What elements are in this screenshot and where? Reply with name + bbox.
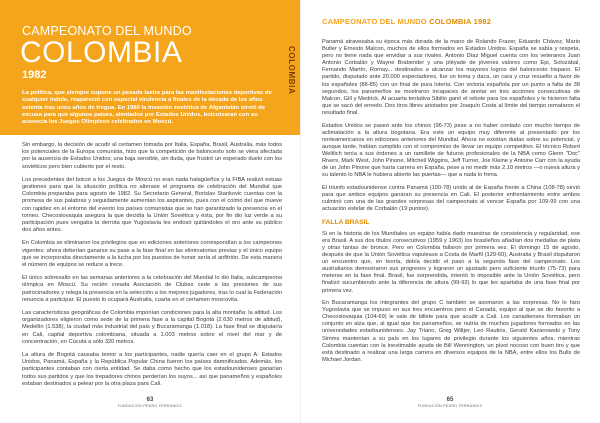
- running-header-prefix: CAMPEONATO DEL MUNDO: [322, 17, 427, 26]
- page-number: 65: [446, 397, 454, 403]
- running-header-accent: COLOMBIA 1982: [429, 17, 492, 26]
- intro-paragraph: La política, que siempre supone un pesado lastre para las manifestaciones deportivas de cualquier índole, reapareció con especial virulencia a finales de la década de los años setenta tras unos años de tregua. En 1980 la invasión soviética de Afganistán sirvió de excusa para que algunos países, alentados por Estados Unidos, boicotearan con su ausencia los Juegos Olímpicos celebrados en Moscú.: [22, 90, 272, 126]
- page-number: 63: [146, 397, 154, 403]
- paragraph: En Colombia se eliminaron los privilegios que en ediciones anteriores correspondían a los campeones vigentes: ahora deberían ganarse su pase a la fase final en las eliminatorias previas y el único equipo que se incorporaba directamente a la lucha por los puestos de honor sería el anfitrión. De esta manera el número de equipos se reduce a trece.: [22, 240, 282, 269]
- paragraph: Sin embargo, la decisión de acudir al certamen tomada por Italia, España, Brasil, Australia, más todos los potenciales de la Europa comunista, hizo que la competición de baloncesto solo se viera afectada por la ausencia de Estados Unidos; una baja sensible, sin duda, que frustró un esperado duelo con los soviéticos pero bien cubierto por el resto.: [22, 142, 282, 170]
- paragraph: Las características geográficas de Colombia imponían condiciones para la alta montaña: la altitud. Los organizadores eligieron como sede de la primera fase a la capital Bogotá (2.630 metros de altitud), Medellín (1.538), la ciudad más industrial del país y Bucaramanga (1.018). La fase final se disputaría en Cali, capital deportiva colombiana, situada a 1.003 metros sobre el nivel del mar y de concentración, en Cúcuta a sólo 320 metros.: [22, 310, 282, 345]
- paragraph: Los precedentes del boicot a los Juegos de Moscú no eran nada halagüeños y la FIBA realizó estuas gestiones para que la situación política no alterase el programa de celebración del Mundial que Colombia preparaba para agosto de 1982. Su Secretario General, Borislav Stankovic cuentas con la promesa de sus palabras y seguidamente aumentan los aspirantes, pues con el colmo del que mueve con rapidez en el entorno del evento los países comunistas que se han garantizado la presencia en el torneo. Checoslovaquia asegura la que decidía la Unión Soviética y ésta, por fin dio luz verde a su participación pues vengaba la derrota que Yugoslavia les endosó quitándoles el oro ante su público dos años antes.: [22, 176, 282, 234]
- left-footer: [0, 397, 300, 408]
- paragraph: La altura de Bogotá causaba temor a los participantes, nadie quería caer en el grupo A: Estados Unidos, Panamá, España y la República Popular China fueron los países damnificados. Además, los participantes contaban con cierta entidad. Se daba como hecho que los estadounidenses ganarían todos sus partidos y que los trepadores chinos perderían los suyos... así que panameños y españoles estaban destinados a pelear por la otra plaza para Cali.: [22, 352, 282, 387]
- section-heading: FALLA BRASIL: [322, 218, 370, 226]
- page-title: COLOMBIA: [20, 36, 183, 69]
- publisher-name: FUNDACIÓN PEDRO FERRÁNDIZ: [117, 404, 183, 408]
- paragraph: Panamá atravesaba su época más dorada de la mano de Rolando Frazer, Eduardo Chávez, Mario Butler y Ernesto Malcon, muchos de ellos formados en Estados Unidos. España se sabía y respeta, pero no tiene nada que envidiar a sus rivales. Antonio Díaz Miguel cuenta con los veteranos Juan Antonio Corbalán y Wayne Brabender y una pléyade de jóvenes valores como Epi, Solozábal, Fernando Martín, Romay... destinados a alcanzar los mayores logros del baloncesto hispano. El partido, disputado ante 20.000 espectadores, fue un toma y daca, un cara y cruz resuelto a favor de los españoles (88-85) con un final de pura lotería. Con victoria española por un punto a falta de 38 segundos, los panameños se mostraron incapaces de anotar en tres acciones consecutivas de Malcon, Gill y Medrick. Al acuarta tentativa Sibilio ganó el rebote para los españoles y le hicieron falta que se sacó del enredo. Dos tiros libres anotados por Joaquín Costa al límite del tiempo remataron el resultado final.: [322, 39, 580, 116]
- running-header: [322, 17, 491, 26]
- paragraph: En Bucaramanga los integrantes del grupo C también se asomaron a las sorpresas. No lo hizo Yugoslavia que se impuso en sus tres encuentros pero el Canadá, equipo al que se dio favorito a Checoslovaquia (104-69) le vale de billete para que acudir a Cali. Los canadienses formaban un conjunto en alza que, al igual que los panameños, se nutría de muchos jugadores formados en las universidades estadounidenses. Jay Triano, Greg Wiltjer, Leo Rautins, Gerald Kazanowski y Tony Simms mantenían a su país en los lugares de privilegio durante los siguientes años, mientras Colombia cuentan con la inestimable ayuda de Bill Wennington, un pívot nocoso con buen tiro y que está destinado a realizar una larga carrera en diversos equipos de la NBA, entre ellos los Bulls de Michael Jordan.: [322, 300, 580, 363]
- paragraph: El triunfo estadounidense contra Panamá (100-78) unido al de España frente a China (108-78) sirvió para que ambos equipos ganaran su presencia en Cali. El posterior enfrentamiento entre ambos culminó con una de las grandes sorpresas del campeonato al vencer España por 109-99 con una actuación estelar de Corbalán (19 puntos).: [322, 184, 580, 213]
- paragraph: El único sobresalto en las semanas anteriores a la celebración del Mundial lo dio Italia, subcampeona olímpica en Moscú. Su recién creada Asociación de Clubes cede a las presiones de sus patrocinadores y relega la presencia en la selección a los mejores jugadores, tras lo cual la Federación renuncia a participar. El puesto lo ocupará Australia, cuarta en el certamen moscovita.: [22, 275, 282, 303]
- right-body-text: [322, 39, 580, 369]
- paragraph: Si en la historia de los Mundiales un equipo había dado muestras de consistencia y regularidad, ese era Brasil. A sus dos títulos consecutivos (1959 y 1963) los brasileños añadían dos medallas de plata y otras tantas de bronce. Pero en Colombia fallaron por primera vez. El domingo 15 de agosto, después de que la Unión Soviética vapulease a Costa de Marfil (129-60), Australia y Brasil disputaron un encuentro que, en teoría, debía decidir el paso a la segunda fase del campeonato. Los australianos demostraron sus progresos y lograron un ajustado pero suficiente triunfo (75-73) para meterse en la fase final. Brasil, fue sorprendida, intentó lo imposible ante la Unión Soviética, pero finalizó sucumbiendo ante la diferencia de altura (99-92) lo que les apartaba de una fase final por primera vez.: [322, 230, 580, 294]
- left-body-text: [22, 142, 282, 394]
- page-supertitle: CAMPEONATO DEL MUNDO: [22, 24, 192, 38]
- page-spine: [300, 0, 301, 423]
- side-tab-label: COLOMBIA: [287, 45, 296, 95]
- publisher-name: FUNDACIÓN PEDRO FERRÁNDIZ: [417, 404, 483, 408]
- paragraph: Estados Unidos se paseó ante los chinos (96-73) pese a no haber contado con mucho tiempo de aclimatación a la altura bogotana. Era este un equipo muy diferente al presentado por los norteamericanos en ediciones anteriores del Mundial. Ahora no existían dudas sobre su potencial, y aunque tarde, habían cumplido con el compromiso de llevar un equipo competitivo. El técnico Robert Weltlich tenía a sus órdenes a un ramillete de futuros profesionales de la NBA como Glenn "Doc" Rivers, Mark West, John Pinone, Mitchell Wiggins, Jeff Turner, Joe Kleine y Antoine Carr con la ayuda de un John Pinone que haría carrera en España, pese a no medir más 2,10 metros —o nueva altura y su talento lo NBA le hubiera abierto las puertas— que a nada lo frena.: [322, 122, 580, 179]
- right-page: [300, 0, 600, 423]
- right-footer: [300, 397, 600, 408]
- page-year: 1982: [22, 69, 47, 81]
